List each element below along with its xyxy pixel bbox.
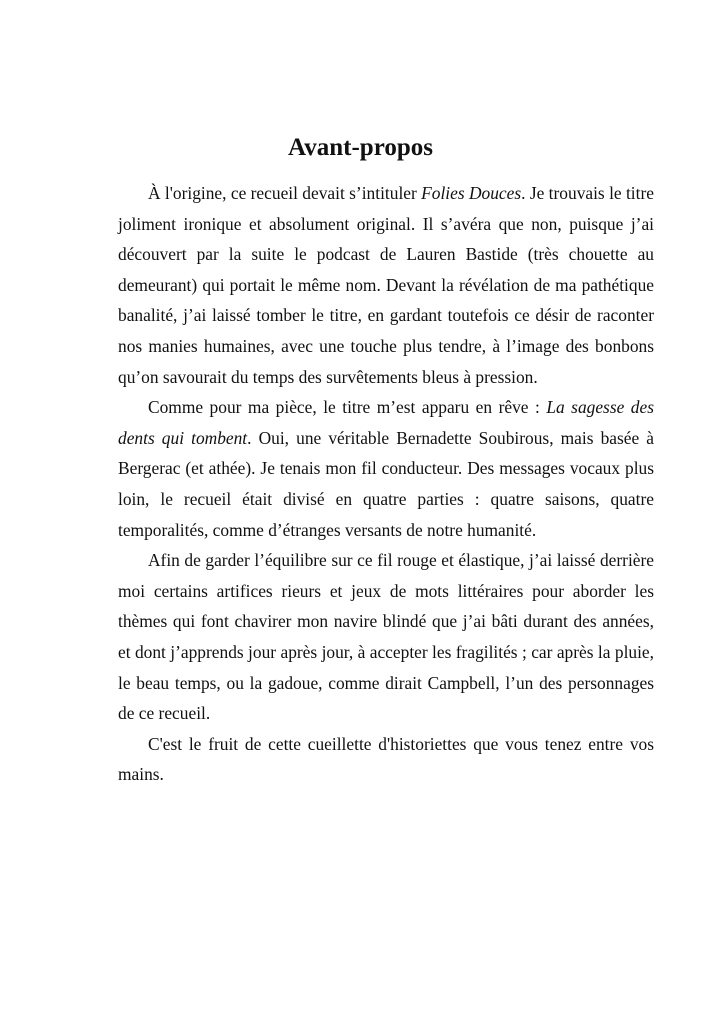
document-body — [118, 178, 654, 790]
paragraph-4 — [118, 729, 654, 790]
paragraph-1-text-a: À l'origine, ce recueil devait s’intituler — [148, 183, 422, 203]
paragraph-2-text-b: . Oui, une véritable Bernadette Soubirous, mais basée à Bergerac (et athée). Je tenais mon fil conducteur. Des messages vocaux plus loin, le recueil était divisé en quatre parties : quatre saisons, quatre temporalités, comme d’étranges versants de notre humanité. — [118, 427, 655, 540]
paragraph-4-text: C'est le fruit de cette cueillette d'historiettes que vous tenez entre vos mains. — [118, 733, 654, 785]
page-title: Avant-propos — [288, 134, 433, 161]
paragraph-2-text-a: Comme pour ma pièce, le titre m’est apparu en rêve : — [148, 397, 547, 418]
paragraph-3-text: Afin de garder l’équilibre sur ce fil rouge et élastique, j’ai laissé derrière moi certains artifices rieurs et jeux de mots littéraires pour aborder les thèmes qui font chavirer mon navire blindé que j’ai bâti durant des années, et dont j’apprends jour après jour, à accepter les fragilités ; car après la pluie, le beau temps, ou la gadoue, comme dirait Campbell, l’un des personnages de ce recueil. — [118, 550, 654, 724]
paragraph-3 — [118, 545, 654, 729]
paragraph-1 — [118, 178, 654, 392]
paragraph-1-text-b: . Je trouvais le titre joliment ironique et absolument original. Il s’avéra que non, puisque j’ai découvert par la suite le podcast de Lauren Bastide (très chouette au demeurant) qui portait le même nom. Devant la révélation de ma pathétique banalité, j’ai laissé tomber le titre, en gardant toutefois ce désir de raconter nos manies humaines, avec une touche plus tendre, à l’image des bonbons qu’on savourait du temps des survêtements bleus à pression. — [118, 183, 654, 387]
paragraph-2 — [118, 392, 654, 545]
paragraph-1-italic-title: Folies Douces — [421, 183, 522, 203]
paragraph-2-italic-title: La sagesse des dents qui tombent — [118, 397, 654, 448]
